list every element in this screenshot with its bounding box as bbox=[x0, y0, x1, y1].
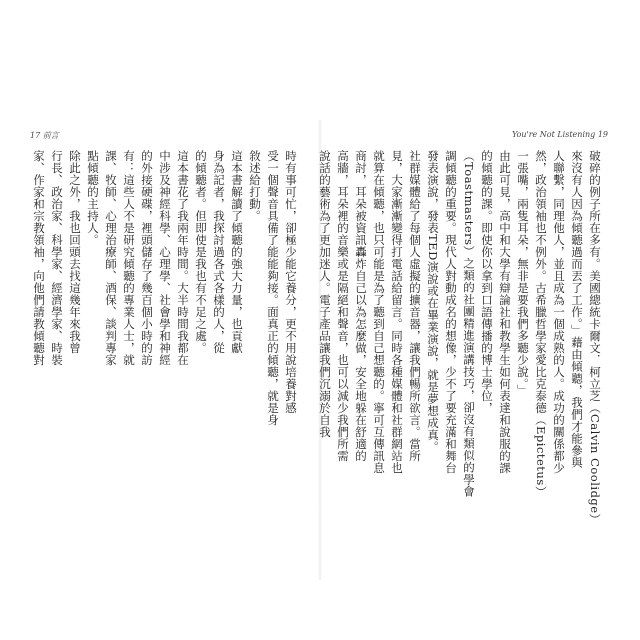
text-column: 受一個聲音具備了能能夠接。面真正的傾聽，就是身 bbox=[266, 150, 280, 426]
text-column: 中涉及神經科學、心理學、社會學和神經 bbox=[158, 150, 172, 366]
text-column: 破碎的例子所在多有。美國總統卡爾文．柯立芝（Calvin Coolidge） bbox=[588, 150, 602, 526]
text-column: 敘述給打動。 bbox=[248, 150, 262, 222]
text-column: 這本書花了我兩年時間。大半時間我都在 bbox=[176, 150, 190, 366]
text-column: 調傾聽的重要。現代人對動成名的想像，少不了要充滿和舞台 bbox=[444, 150, 458, 474]
text-column: 然，政治領袖也不例外。古希臘哲學家愛比克泰德（Epictetus） bbox=[534, 150, 548, 498]
text-column: 點傾聽的主持人。 bbox=[86, 150, 100, 246]
left-running-head: 17 前言 bbox=[30, 131, 59, 140]
text-column: 發表演說，發表TED演說或在畢業演說，就是夢想成真。 bbox=[426, 150, 440, 453]
text-column: 的傾聽者。但即使是我也有不足之處。 bbox=[194, 150, 208, 354]
text-column: （Toastmasters）之類的社團精進演講技巧，卻沒有類似的學會 bbox=[462, 150, 476, 498]
text-column: 社群媒體給了每個人虛擬的擴音器，讓我們暢所欲言。當所 bbox=[408, 150, 422, 462]
text-column: 這本書解讀了傾聽的強大力量，也貢獻 bbox=[230, 150, 244, 354]
text-column: 說話的藝術為了更加迷人。電子產品讓我們沉溺於自我 bbox=[318, 150, 332, 438]
text-column: 的傾聽的課。即使你以拿到口語傳播的博士學位， bbox=[480, 150, 494, 414]
right-page-text bbox=[318, 150, 604, 590]
text-column: 課、牧師、心理治療師、酒保、談判專家 bbox=[104, 150, 118, 366]
text-column: 一張嘴，兩隻耳朵，無非是要我們多聽少說。」 bbox=[516, 150, 530, 397]
text-column: 就算在傾聽，也只可能是為了聽到自己想聽的。寧可互傳訊息 bbox=[372, 150, 386, 474]
text-column: 人聯繫，同理他人，並且成為一個成熟的人。成功的關係都少 bbox=[552, 150, 566, 474]
left-page-text bbox=[32, 150, 300, 590]
text-column: 有：這些人不是研究傾聽的專業人士，就 bbox=[122, 150, 136, 366]
text-column: 高牆，耳朵裡的音樂或是隔絕和聲音，也可以減少我們所需 bbox=[336, 150, 350, 462]
text-column: 的外接硬碟，裡頭儲存了幾百個小時的訪 bbox=[140, 150, 154, 366]
text-column: 由此可見，高中和大學有辯論社和教學生如何表達和說服的課 bbox=[498, 150, 512, 474]
text-column: 商討，耳朵被資訊轟炸自己以為怎麼做，安全地躲在舒適的 bbox=[354, 150, 368, 462]
text-column: 身為記者，我探討過各式各樣的人，從 bbox=[212, 150, 226, 354]
right-running-head: You're Not Listening 19 bbox=[511, 130, 608, 139]
text-column: 來沒有人因為傾聽過而丟了工作。」藉由傾聽，我們才能參與 bbox=[570, 150, 584, 469]
text-column: 除此之外，我也回頭去找這幾年來我曾 bbox=[68, 150, 82, 354]
text-column: 行長、政治家、科學家、經濟學家、時裝 bbox=[50, 150, 64, 366]
text-column: 家、作家和宗教領袖，向他們請教傾聽對 bbox=[32, 150, 46, 366]
text-column: 時有事可忙，卻極少能它養分，更不用說培養對感 bbox=[284, 150, 298, 414]
text-column: 見，大家漸漸變得打電話給留言。同時各種媒體和社群網站也 bbox=[390, 150, 404, 474]
right-page bbox=[320, 0, 640, 640]
